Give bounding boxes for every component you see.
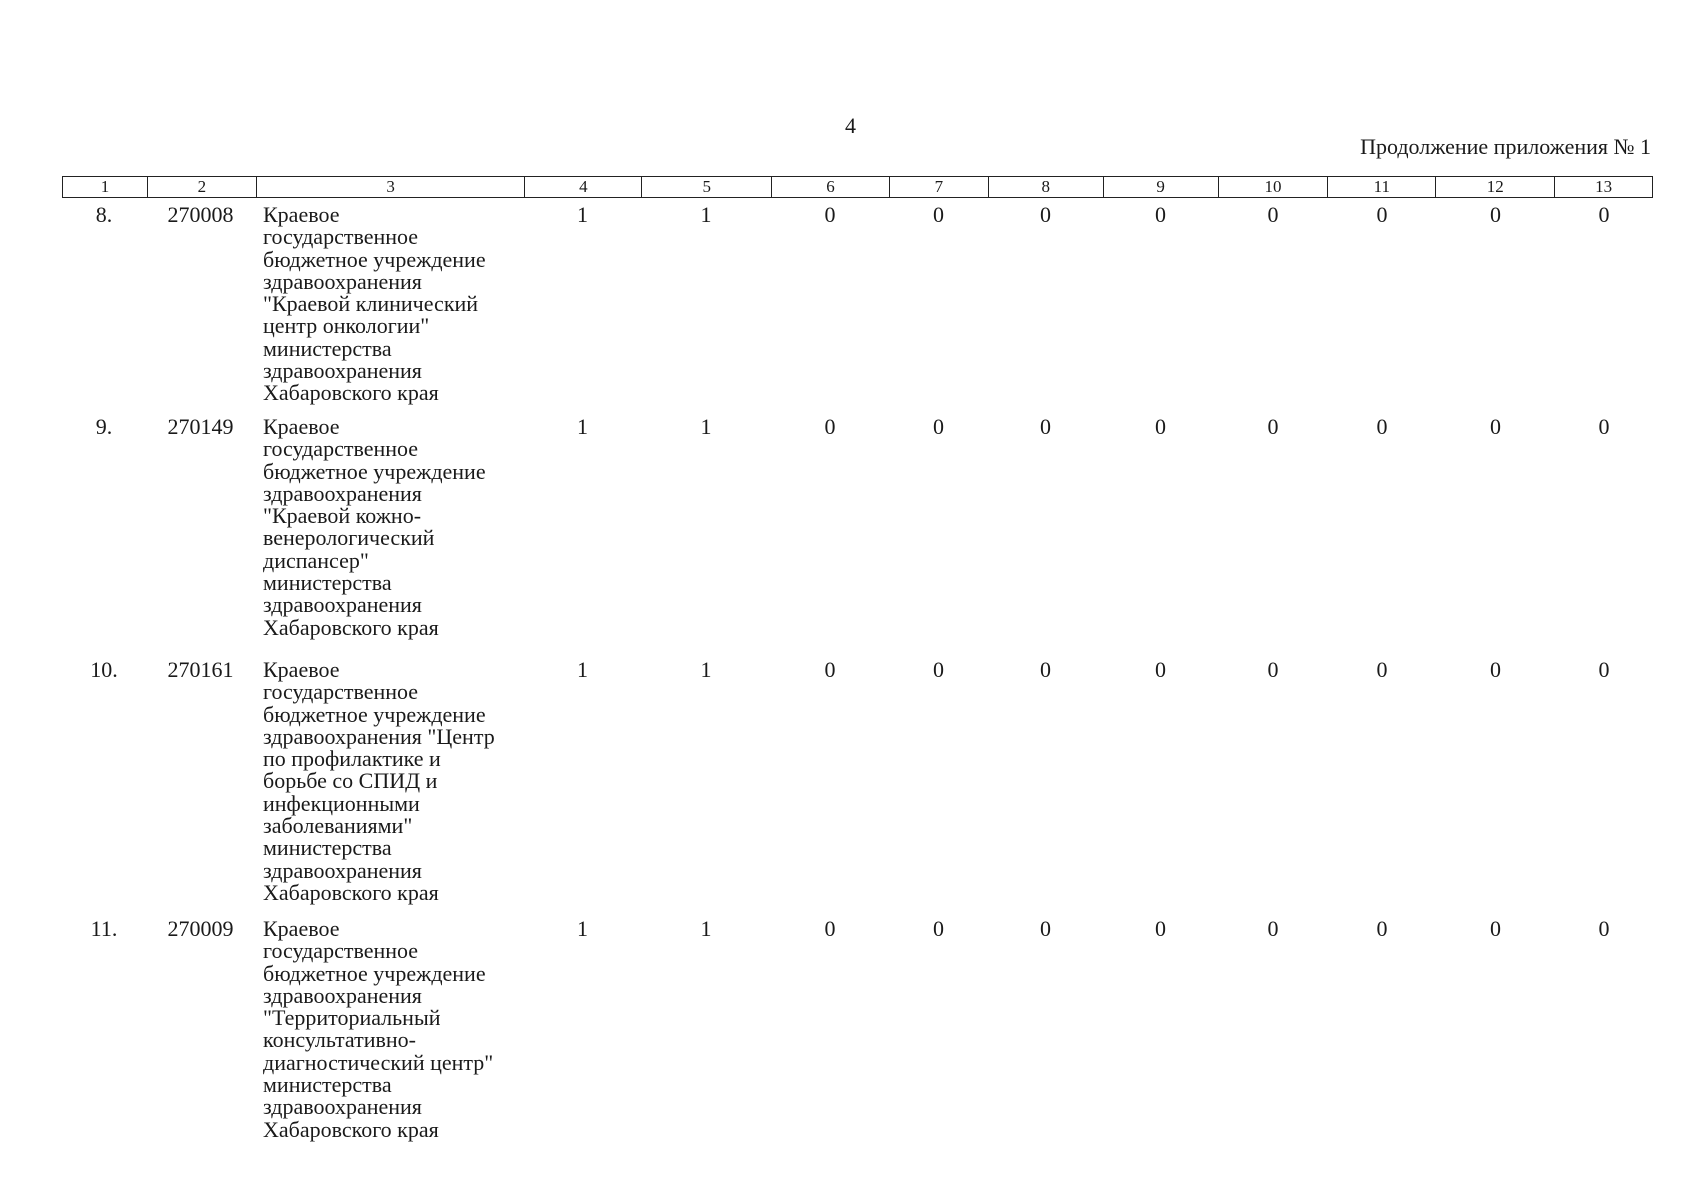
column-header-7: 7	[889, 177, 988, 197]
value-col-11: 0	[1376, 916, 1388, 941]
value-col-6: 0	[824, 657, 836, 682]
continuation-label: Продолжение приложения № 1	[1360, 134, 1651, 159]
institution-code: 270149	[167, 414, 234, 439]
institution-name: Краевое государственное бюджетное учреждение здравоохранения "Краевой клинический центр онкологии" министерства здравоохранения Хабаровского края	[263, 202, 486, 406]
column-header-9: 9	[1103, 177, 1218, 197]
value-col-10: 0	[1267, 916, 1279, 941]
value-col-13: 0	[1598, 202, 1610, 227]
value-col-7: 0	[933, 202, 944, 227]
row-number: 8.	[95, 202, 113, 227]
value-col-12: 0	[1490, 916, 1501, 941]
page-number: 4	[845, 113, 856, 138]
value-col-8: 0	[1040, 916, 1051, 941]
column-header-3: 3	[256, 177, 525, 197]
column-header-4: 4	[524, 177, 641, 197]
row-number: 10.	[90, 657, 118, 682]
value-col-6: 0	[824, 916, 836, 941]
value-col-13: 0	[1598, 414, 1610, 439]
value-col-12: 0	[1490, 414, 1501, 439]
value-col-10: 0	[1267, 414, 1279, 439]
value-col-12: 0	[1490, 202, 1501, 227]
value-col-5: 1	[700, 202, 712, 227]
value-col-10: 0	[1267, 202, 1279, 227]
value-col-7: 0	[933, 916, 944, 941]
value-col-9: 0	[1155, 916, 1166, 941]
value-col-13: 0	[1598, 657, 1610, 682]
row-number: 11.	[90, 916, 118, 941]
value-col-5: 1	[700, 916, 712, 941]
value-col-7: 0	[933, 657, 944, 682]
value-col-11: 0	[1376, 202, 1388, 227]
value-col-10: 0	[1267, 657, 1279, 682]
column-header-12: 12	[1435, 177, 1554, 197]
value-col-9: 0	[1155, 414, 1166, 439]
column-header-11: 11	[1327, 177, 1435, 197]
value-col-4: 1	[577, 657, 588, 682]
value-col-5: 1	[700, 657, 712, 682]
institution-code: 270008	[167, 202, 234, 227]
institution-code: 270161	[167, 657, 234, 682]
value-col-4: 1	[577, 202, 588, 227]
institution-code: 270009	[167, 916, 234, 941]
column-header-8: 8	[988, 177, 1103, 197]
column-header-10: 10	[1218, 177, 1328, 197]
column-header-5: 5	[641, 177, 771, 197]
value-col-9: 0	[1155, 202, 1166, 227]
column-header-1: 1	[100, 177, 110, 196]
value-col-8: 0	[1040, 657, 1051, 682]
value-col-4: 1	[577, 916, 588, 941]
value-col-11: 0	[1376, 414, 1388, 439]
institution-name: Краевое государственное бюджетное учреждение здравоохранения "Центр по профилактике и борьбе со СПИД и инфекционными заболеваниями" министерства здравоохранения Хабаровского края	[263, 657, 495, 905]
column-header-2: 2	[147, 177, 256, 197]
value-col-13: 0	[1598, 916, 1610, 941]
column-header-13: 13	[1554, 177, 1652, 197]
value-col-6: 0	[824, 414, 836, 439]
row-number: 9.	[95, 414, 113, 439]
column-header-6: 6	[771, 177, 889, 197]
institution-name: Краевое государственное бюджетное учреждение здравоохранения "Краевой кожно- венерологический диспансер" министерства здравоохранения Хабаровского края	[263, 414, 486, 640]
value-col-8: 0	[1040, 202, 1051, 227]
value-col-11: 0	[1376, 657, 1388, 682]
value-col-5: 1	[700, 414, 712, 439]
column-header-row	[62, 176, 1653, 198]
institution-name: Краевое государственное бюджетное учреждение здравоохранения "Территориальный консультативно- диагностический центр" министерства здравоохранения Хабаровского края	[263, 916, 494, 1142]
value-col-7: 0	[933, 414, 944, 439]
value-col-4: 1	[577, 414, 588, 439]
value-col-12: 0	[1490, 657, 1501, 682]
value-col-6: 0	[824, 202, 836, 227]
value-col-9: 0	[1155, 657, 1166, 682]
value-col-8: 0	[1040, 414, 1051, 439]
